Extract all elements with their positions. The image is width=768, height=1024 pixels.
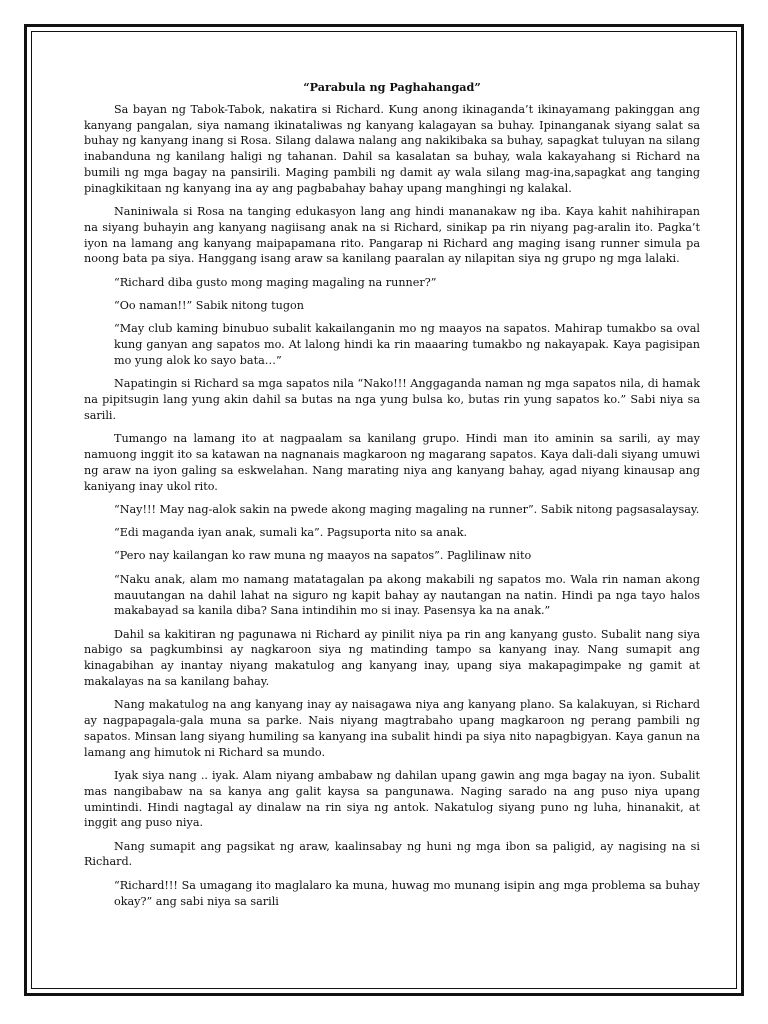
- paragraph: Sa bayan ng Tabok-Tabok, nakatira si Richard. Kung anong ikinaganda’t ikinayamang pakinggan ang kanyang pangalan, siya namang ikinataliwas ng kanyang kalagayan sa buhay. Ipinanganak siyang salat sa buhay ng kanyang inang si Rosa. Silang dalawa nalang ang nakikibaka sa buhay, sapagkat tuluyan na silang inabanduna ng kanilang haligi ng tahanan. Dahil sa kasalatan sa buhay, wala kakayahang si Richard na bumili ng mga bagay na pansirili. Maging pambili ng damit ay wala silang mag-ina,sapagkat ang tanging pinagkikitaan ng kanyang ina ay ang pagbabahay bahay upang manghingi ng kalakal.: [84, 102, 700, 195]
- paragraph: Napatingin si Richard sa mga sapatos nila “Nako!!! Anggaganda naman ng mga sapatos nila, di hamak na pipitsugin lang yung akin dahil sa butas na nga yung bulsa ko, butas rin yung sapatos ko.” Sabi niya sa sarili.: [84, 377, 700, 422]
- dialogue-line: “Naku anak, alam mo namang matatagalan pa akong makabili ng sapatos mo. Wala rin naman akong mauutangan na dahil lahat na siguro ng kapit bahay ay nautangan na natin. Hindi pa nga tayo halos makabayad sa kanila diba? Sana intindihin mo si inay. Pasensya ka na anak.”: [114, 572, 700, 618]
- paragraph: Dahil sa kakitiran ng pagunawa ni Richard ay pinilit niya pa rin ang kanyang gusto. Subalit nang siya nabigo sa pagkumbinsi ay nagkaroon siya ng matinding tampo sa kanyang inay. Nang sumapit ang kinagabihan ay inantay niyang makatulog ang kanyang inay, upang siya makapagimpake ng gamit at makalayas na sa kanilang bahay.: [84, 627, 700, 688]
- document-title: “Parabula ng Paghahangad”: [303, 80, 481, 94]
- document-body: [84, 80, 700, 917]
- paragraph: Tumango na lamang ito at nagpaalam sa kanilang grupo. Hindi man ito aminin sa sarili, ay may namuong inggit ito sa katawan na nagnanais magkaroon ng magarang sapatos. Kaya dali-dali siyang umuwi ng araw na iyon galing sa eskwelahan. Nang marating niya ang kanyang bahay, agad niyang kinausap ang kaniyang inay ukol rito.: [84, 432, 700, 493]
- dialogue-line: “Nay!!! May nag-alok sakin na pwede akong maging magaling na runner”. Sabik nitong pagsasalaysay.: [114, 502, 700, 516]
- dialogue-line: “May club kaming binubuo subalit kakailanganin mo ng maayos na sapatos. Mahirap tumakbo sa oval kung ganyan ang sapatos mo. At lalong hindi ka rin maaaring tumakbo ng nakayapak. Kaya pagisipan mo yung alok ko sayo bata…”: [114, 322, 700, 367]
- dialogue-line: “Richard!!! Sa umagang ito maglalaro ka muna, huwag mo munang isipin ang mga problema sa buhay okay?” ang sabi niya sa sarili: [114, 878, 700, 908]
- dialogue-line: “Edi maganda iyan anak, sumali ka”. Pagsuporta nito sa anak.: [114, 526, 468, 540]
- paragraph: Iyak siya nang .. iyak. Alam niyang ambabaw ng dahilan upang gawin ang mga bagay na iyon. Subalit mas nangibabaw na sa kanya ang galit kaysa sa pangunawa. Naging sarado na ang puso niya upang umintindi. Hindi nagtagal ay dinalaw na rin siya ng antok. Nakatulog siyang puno ng luha, hinanakit, at inggit ang puso niya.: [84, 768, 700, 830]
- paragraph: Nang makatulog na ang kanyang inay ay naisagawa niya ang kanyang plano. Sa kalakuyan, si Richard ay nagpapagala-gala muna sa parke. Nais niyang magtrabaho upang magkaroon ng perang pambili ng sapatos. Minsan lang siyang humiling sa kanyang ina subalit hindi pa siya nito napagbigyan. Kaya ganun na lamang ang himutok ni Richard sa mundo.: [84, 698, 700, 759]
- paragraph: Nang sumapit ang pagsikat ng araw, kaalinsabay ng huni ng mga ibon sa paligid, ay nagising na si Richard.: [84, 839, 700, 869]
- dialogue-line: “Oo naman!!” Sabik nitong tugon: [114, 299, 304, 313]
- paragraph: Naniniwala si Rosa na tanging edukasyon lang ang hindi mananakaw ng iba. Kaya kahit nahihirapan na siyang buhayin ang kanyang nagiisang anak na si Richard, sinikap pa rin niyang pag-aralin ito. Pagka’t iyon na lamang ang kanyang maipapamana rito. Pangarap ni Richard ang maging isang runner simula pa noong bata pa siya. Hanggang isang araw sa kanilang paaralan ay nilapitan siya ng grupo ng mga lalaki.: [84, 205, 700, 266]
- dialogue-line: “Richard diba gusto mong maging magaling na runner?”: [114, 275, 437, 289]
- dialogue-line: “Pero nay kailangan ko raw muna ng maayos na sapatos”. Paglilinaw nito: [114, 549, 532, 563]
